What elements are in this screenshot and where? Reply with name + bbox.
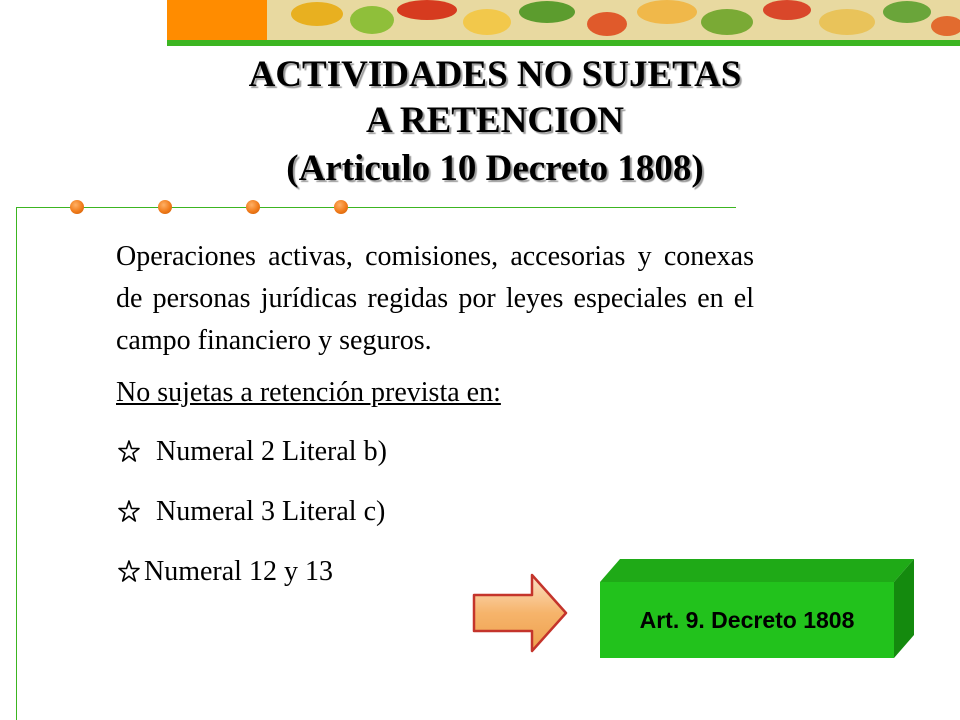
decorative-dot-icon bbox=[158, 200, 172, 214]
vertical-divider bbox=[16, 207, 17, 720]
decorative-dot-icon bbox=[246, 200, 260, 214]
decree-callout-label: Art. 9. Decreto 1808 bbox=[639, 606, 855, 633]
bullet-text: Numeral 2 Literal b) bbox=[156, 436, 387, 467]
right-arrow-icon bbox=[472, 573, 568, 653]
slide-body bbox=[116, 236, 754, 602]
star-bullet-icon bbox=[116, 559, 142, 585]
body-paragraph: Operaciones activas, comisiones, accesorias y conexas de personas jurídicas regidas por leyes especiales en el campo financiero y seguros. bbox=[116, 241, 754, 356]
floral-banner-image bbox=[167, 0, 960, 46]
list-item bbox=[116, 482, 754, 542]
bullet-text: Numeral 3 Literal c) bbox=[156, 496, 386, 527]
body-subheading: No sujetas a retención prevista en: bbox=[116, 377, 501, 408]
title-line-1: ACTIVIDADES NO SUJETAS bbox=[248, 54, 742, 95]
decorative-dot-icon bbox=[70, 200, 84, 214]
list-item bbox=[116, 422, 754, 482]
horizontal-divider bbox=[16, 207, 736, 208]
title-line-3: (Articulo 10 Decreto 1808) bbox=[286, 148, 704, 189]
slide-title bbox=[180, 52, 810, 194]
star-bullet-icon bbox=[116, 439, 142, 465]
title-line-2: A RETENCION bbox=[365, 100, 625, 141]
bullet-text: Numeral 12 y 13 bbox=[144, 556, 333, 587]
decorative-dot-icon bbox=[334, 200, 348, 214]
star-bullet-icon bbox=[116, 499, 142, 525]
